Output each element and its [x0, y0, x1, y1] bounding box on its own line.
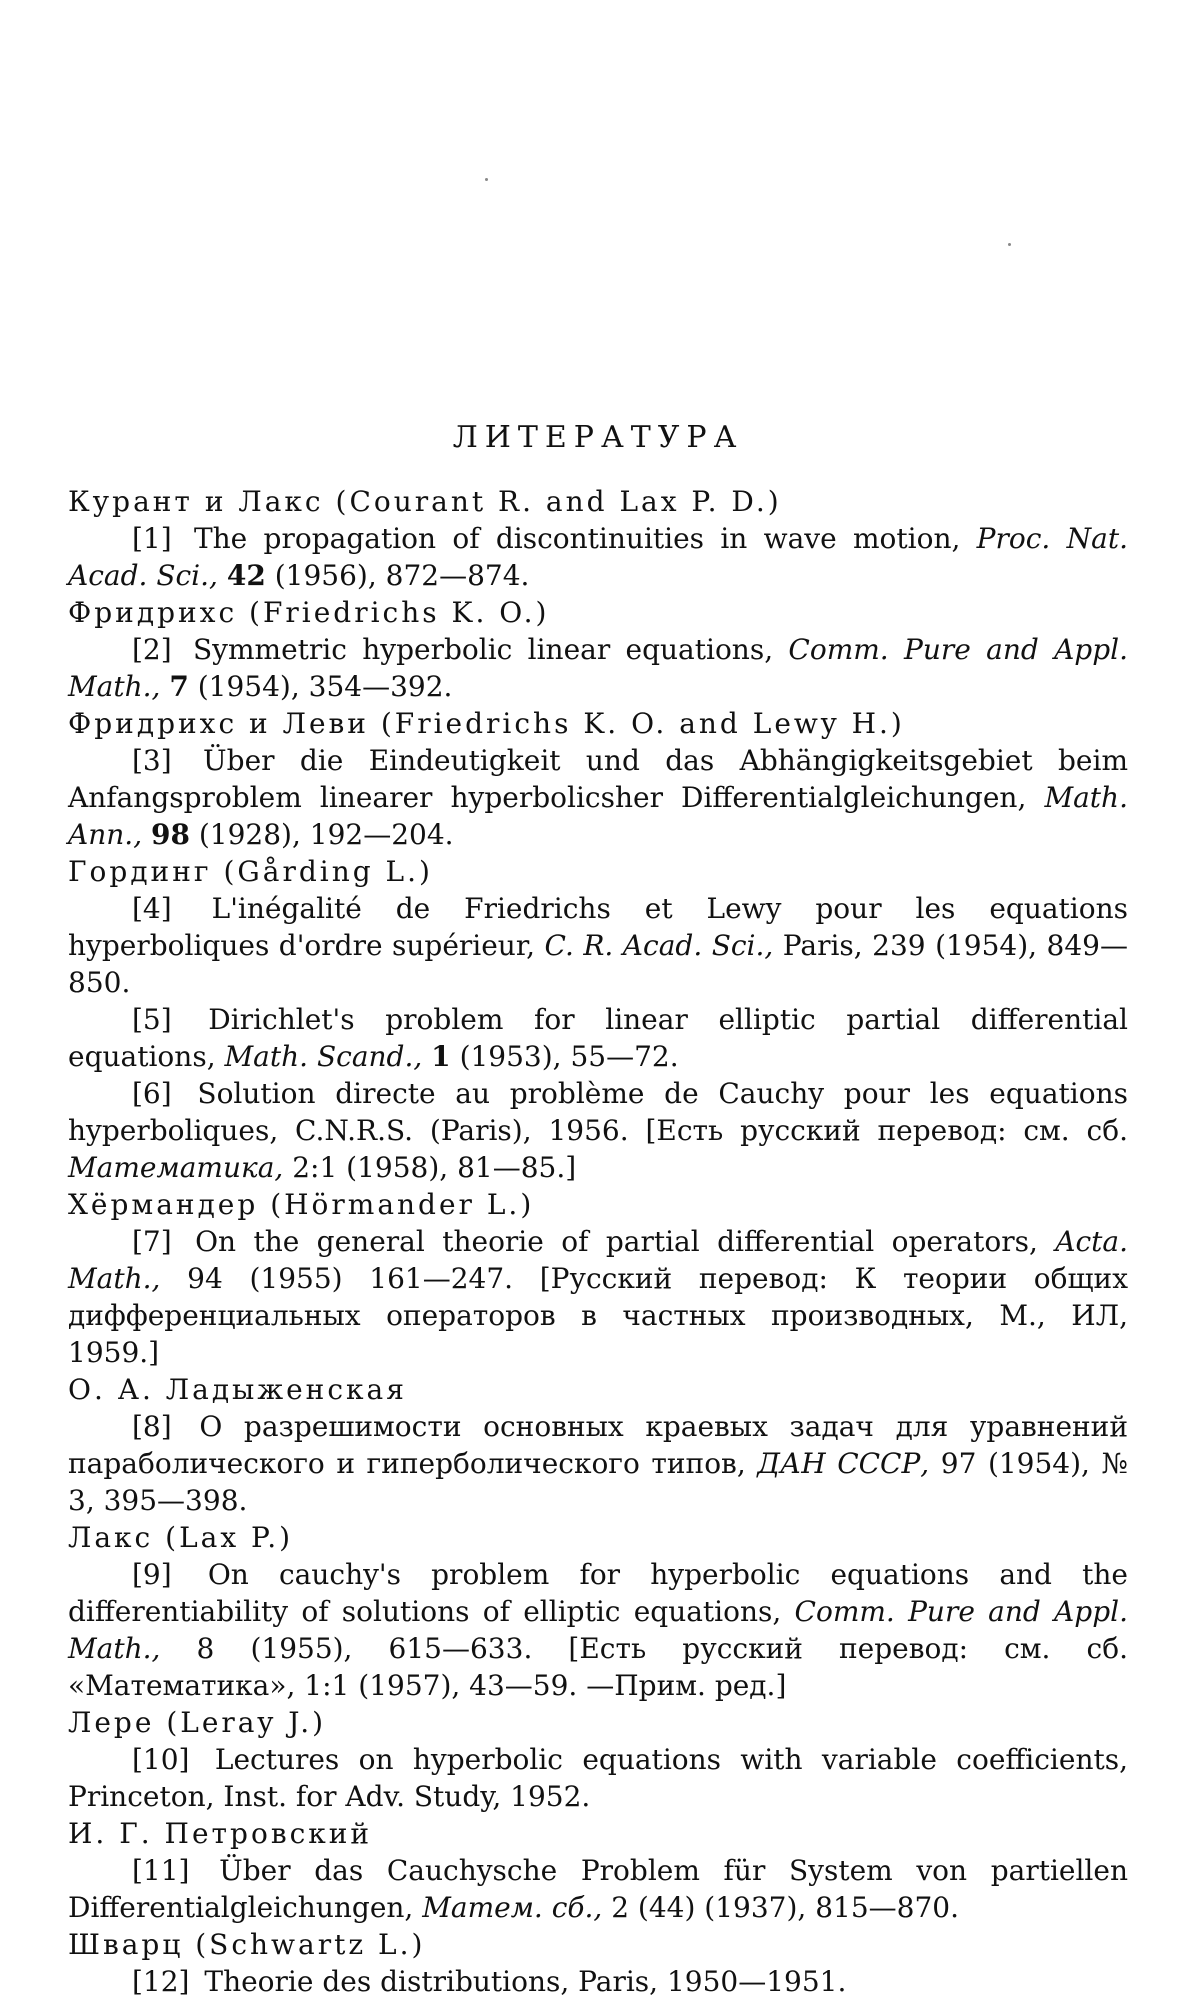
- reference-number: [10]: [132, 1743, 190, 1776]
- reference-number: [11]: [132, 1854, 190, 1887]
- reference-entry: [68, 1963, 1128, 2000]
- reference-number: [3]: [132, 744, 172, 777]
- reference-text: Über die Eindeutigkeit und das Abhängigkeitsgebiet beim Anfangsproblem linearer hyperbolicsher Differentialgleichungen,: [68, 744, 1128, 814]
- reference-number: [9]: [132, 1558, 172, 1591]
- author-heading: Гординг (Gårding L.): [68, 855, 433, 888]
- reference-entry: [68, 1741, 1128, 1815]
- reference-text: Symmetric hyperbolic linear equations,: [192, 633, 774, 666]
- reference-entry: [68, 742, 1128, 853]
- reference-text: L'inégalité de Friedrichs et Lewy pour les equations hyperboliques d'ordre supérieur,: [68, 892, 1129, 962]
- reference-text: On the general theorie of partial differential operators,: [195, 1225, 1038, 1258]
- reference-number: [8]: [132, 1410, 172, 1443]
- journal-name: Math. Scand.,: [224, 1040, 423, 1073]
- reference-text: The propagation of discontinuities in wave motion,: [193, 522, 961, 555]
- author-heading: Фридрихс (Friedrichs K. O.): [68, 596, 550, 629]
- author-heading: Лере (Leray J.): [68, 1706, 327, 1739]
- journal-name: Матем. сб.,: [422, 1891, 603, 1924]
- author-heading: Лакс (Lax P.): [68, 1521, 294, 1554]
- reference-number: [5]: [132, 1003, 172, 1036]
- author-heading: Курант и Лакс (Courant R. and Lax P. D.): [68, 485, 782, 518]
- reference-number: [12]: [132, 1965, 190, 1998]
- reference-text: Über das Cauchysche Problem für System von partiellen Differentialgleichungen,: [68, 1854, 1128, 1924]
- author-heading: Шварц (Schwartz L.): [68, 1928, 426, 1961]
- bibliography-page: [68, 420, 1128, 2000]
- reference-text: Theorie des distributions, Paris, 1950—1951.: [204, 1965, 847, 1998]
- reference-details: 2 (44) (1937), 815—870.: [611, 1891, 960, 1924]
- journal-name: Comm. Pure and Appl. Math.,: [68, 633, 1129, 703]
- reference-entry: [68, 520, 1128, 594]
- journal-name: Proc. Nat. Acad. Sci.,: [68, 522, 1128, 592]
- bibliography-list: [68, 483, 1128, 2000]
- reference-details: (1954), 354—392.: [197, 670, 453, 703]
- volume-number: 1: [431, 1040, 451, 1073]
- journal-name: Acta. Math.,: [68, 1225, 1128, 1295]
- journal-name: Математика,: [68, 1151, 284, 1184]
- reference-entry: [68, 1001, 1128, 1075]
- reference-number: [4]: [132, 892, 172, 925]
- reference-details: 94 (1955) 161—247. [Русский перевод: К теории общих дифференциальных операторов в частных производных, М., ИЛ, 1959.]: [68, 1262, 1128, 1369]
- reference-entry: [68, 1223, 1128, 1371]
- journal-name: C. R. Acad. Sci.,: [544, 929, 774, 962]
- reference-entry: [68, 890, 1128, 1001]
- reference-entry: [68, 1852, 1128, 1926]
- volume-number: 7: [169, 670, 189, 703]
- reference-details: 97 (1954), № 3, 395—398.: [68, 1447, 1128, 1517]
- reference-details: 8 (1955), 615—633. [Есть русский перевод: см. сб. «Математика», 1:1 (1957), 43—59. —Прим. ред.]: [68, 1632, 1128, 1702]
- author-heading: Фридрихс и Леви (Friedrichs K. O. and Lewy H.): [68, 707, 905, 740]
- author-heading: И. Г. Петровский: [68, 1817, 373, 1850]
- journal-name: ДАН СССР,: [757, 1447, 930, 1480]
- reference-entry: [68, 631, 1128, 705]
- reference-text: Solution directe au problème de Cauchy pour les equations hyperboliques, C.N.R.S. (Paris), 1956. [Есть русский перевод: см. сб.: [68, 1077, 1128, 1147]
- reference-details: (1953), 55—72.: [459, 1040, 679, 1073]
- reference-text: Dirichlet's problem for linear elliptic partial differential equations,: [68, 1003, 1128, 1073]
- reference-details: 2:1 (1958), 81—85.]: [292, 1151, 577, 1184]
- reference-entry: [68, 1408, 1128, 1519]
- reference-details: (1928), 192—204.: [198, 818, 454, 851]
- reference-number: [7]: [132, 1225, 172, 1258]
- reference-text: On cauchy's problem for hyperbolic equations and the differentiability of solutions of elliptic equations,: [68, 1558, 1128, 1628]
- reference-text: О разрешимости основных краевых задач для уравнений параболического и гиперболического типов,: [68, 1410, 1128, 1480]
- journal-name: Math. Ann.,: [68, 781, 1128, 851]
- reference-number: [2]: [132, 633, 172, 666]
- author-heading: Хёрмандер (Hörmander L.): [68, 1188, 535, 1221]
- reference-number: [6]: [132, 1077, 172, 1110]
- reference-details: (1956), 872—874.: [274, 559, 530, 592]
- scan-speck: [1008, 243, 1011, 246]
- page-title: ЛИТЕРАТУРА: [452, 420, 744, 455]
- reference-text: Lectures on hyperbolic equations with variable coefficients, Princeton, Inst. for Adv. Study, 1952.: [68, 1743, 1128, 1813]
- journal-name: Comm. Pure and Appl. Math.,: [68, 1595, 1128, 1665]
- reference-details: Paris, 239 (1954), 849—850.: [68, 929, 1128, 999]
- reference-entry: [68, 1556, 1128, 1704]
- scan-speck: [485, 178, 488, 181]
- reference-entry: [68, 1075, 1128, 1186]
- author-heading: О. А. Ладыженская: [68, 1373, 407, 1406]
- volume-number: 42: [226, 559, 266, 592]
- volume-number: 98: [151, 818, 190, 851]
- reference-number: [1]: [132, 522, 172, 555]
